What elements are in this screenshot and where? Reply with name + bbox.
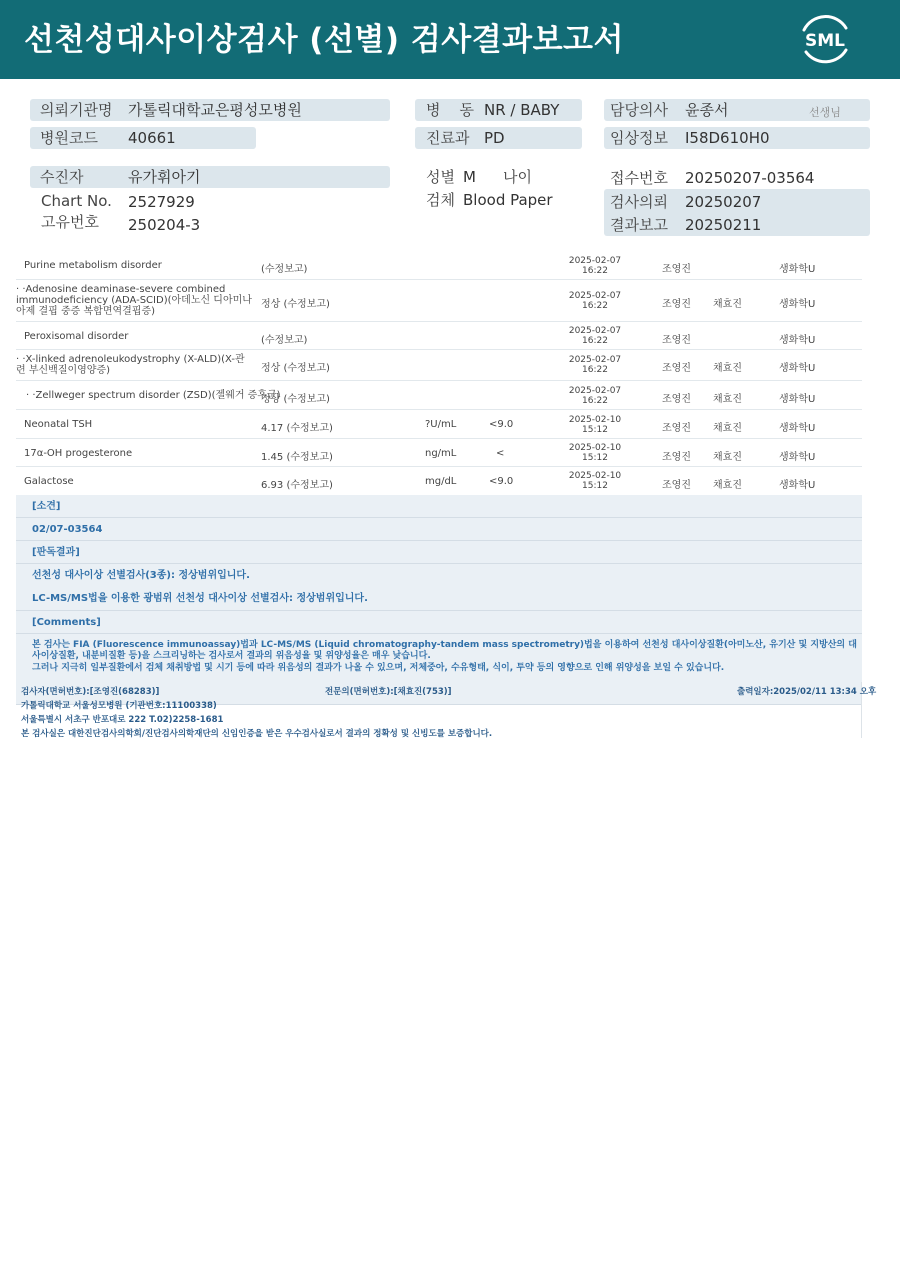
department-name: 생화학U — [779, 335, 816, 346]
confirmer-name: 채효진 — [713, 394, 742, 405]
tester-name: 조영진 — [662, 363, 691, 374]
department-name: 생화학U — [779, 452, 816, 463]
test-result: (수정보고) — [261, 335, 308, 346]
test-name: 17α-OH progesterone — [24, 448, 133, 459]
clinical-info-label: 임상정보 — [610, 129, 668, 147]
test-reference: < — [496, 448, 505, 459]
report-date-value: 20250211 — [685, 216, 762, 234]
test-name: · ·Adenosine deaminase-severe combined immunodeficiency (ADA-SCID)(아데노신 디아미나아제 결핍 중증 복합면역결핍증) — [16, 284, 252, 317]
department-name: 생화학U — [779, 299, 816, 310]
test-name: Galactose — [24, 476, 74, 487]
department-value: PD — [484, 129, 505, 147]
request-date-label: 검사의뢰 — [610, 193, 668, 211]
judgment-line-1: 선천성 대사이상 선별검사(3종): 정상범위입니다. — [32, 570, 250, 581]
finding-header: [소견] — [16, 495, 862, 518]
table-row — [16, 467, 862, 496]
table-row — [16, 350, 862, 381]
tester-name: 조영진 — [662, 264, 691, 275]
confirmer-name: 채효진 — [713, 480, 742, 491]
specialist-info: 전문의(면허번호):[채효진(753)] — [325, 687, 452, 697]
test-result: 정상 (수정보고) — [261, 299, 330, 310]
chart-no-label: Chart No. — [41, 192, 112, 210]
table-row — [16, 280, 862, 322]
table-row — [16, 322, 862, 350]
test-result: 4.17 (수정보고) — [261, 423, 333, 434]
test-result: 1.45 (수정보고) — [261, 452, 333, 463]
test-datetime: 2025-02-07 16:22 — [568, 355, 622, 375]
chart-no-value: 2527929 — [128, 193, 195, 211]
sex-value: M — [463, 168, 476, 186]
judgment-line-2: LC-MS/MS법을 이용한 광범위 선천성 대사이상 선별검사: 정상범위입니다. — [32, 593, 368, 604]
doctor-value: 윤종서 — [685, 101, 729, 119]
department-name: 생화학U — [779, 394, 816, 405]
confirmer-name: 채효진 — [713, 363, 742, 374]
hospital-code-label: 병원코드 — [40, 129, 98, 147]
specimen-value: Blood Paper — [463, 191, 553, 209]
tester-name: 조영진 — [662, 452, 691, 463]
test-datetime: 2025-02-07 16:22 — [568, 326, 622, 346]
test-datetime: 2025-02-07 16:22 — [568, 386, 622, 406]
receipt-reference: 02/07-03564 — [16, 518, 862, 541]
patient-label: 수진자 — [40, 168, 84, 186]
test-result: (수정보고) — [261, 264, 308, 275]
test-name: · ·Zellweger spectrum disorder (ZSD)(젤웨거 증후군) — [26, 390, 281, 401]
report-title: 선천성대사이상검사 (선별) 검사결과보고서 — [24, 22, 624, 58]
results-table — [16, 252, 862, 496]
department-label: 진료과 — [426, 129, 470, 147]
report-header — [0, 0, 900, 79]
tester-name: 조영진 — [662, 480, 691, 491]
test-datetime: 2025-02-10 15:12 — [568, 471, 622, 491]
specimen-label: 검체 — [426, 191, 455, 209]
tester-name: 조영진 — [662, 423, 691, 434]
table-row — [16, 381, 862, 410]
age-label: 나이 — [503, 168, 532, 186]
confirmer-name: 채효진 — [713, 299, 742, 310]
test-datetime: 2025-02-07 16:22 — [568, 291, 622, 311]
unique-no-value: 250204-3 — [128, 216, 201, 234]
unique-no-label: 고유번호 — [41, 213, 99, 231]
patient-row-bg — [30, 166, 390, 188]
ward-value: NR / BABY — [484, 101, 560, 119]
table-row — [16, 410, 862, 439]
hospital-code-value: 40661 — [128, 129, 176, 147]
sml-logo-icon — [796, 12, 854, 66]
institution-value: 가톨릭대학교은평성모병원 — [128, 101, 302, 119]
logo-text: SML — [805, 31, 845, 51]
certification-info: 본 검사실은 대한진단검사의학회/진단검사의학재단의 신임인증을 받은 우수검사실로서 결과의 정확성 및 신빙도를 보증합니다. — [21, 729, 493, 739]
tester-name: 조영진 — [662, 299, 691, 310]
test-name: Neonatal TSH — [24, 419, 93, 430]
report-date-label: 결과보고 — [610, 216, 668, 234]
test-name: Purine metabolism disorder — [24, 260, 162, 271]
comment-line-1: 본 검사는 FIA (Fluorescence immunoassay)법과 LC-MS/MS (Liquid chromatography-tandem mass spectrometry)법을 이용하여 선천성 대사이상질환(아미노산, 유기산 및 지방산의 대사이상질환, 내분비질환 등)을 스크리닝하는 검사로서 결과의 위음성율 및 위양성율은 매우 낮습니다. — [32, 640, 857, 661]
receipt-no-label: 접수번호 — [610, 169, 668, 187]
test-reference: <9.0 — [489, 419, 514, 430]
request-date-value: 20250207 — [685, 193, 762, 211]
test-unit: ?U/mL — [425, 419, 457, 430]
test-unit: mg/dL — [425, 476, 457, 487]
institution-label: 의뢰기관명 — [40, 101, 113, 119]
confirmer-name: 채효진 — [713, 452, 742, 463]
test-unit: ng/mL — [425, 448, 457, 459]
test-datetime: 2025-02-10 15:12 — [568, 443, 622, 463]
judgment-block — [16, 564, 862, 611]
test-result: 정상 (수정보고) — [261, 363, 330, 374]
comments-header: [Comments] — [16, 611, 862, 634]
test-name: Peroxisomal disorder — [24, 331, 129, 342]
department-name: 생화학U — [779, 363, 816, 374]
department-name: 생화학U — [779, 423, 816, 434]
judgment-header: [판독결과] — [16, 541, 862, 564]
tester-name: 조영진 — [662, 394, 691, 405]
tester-name: 조영진 — [662, 335, 691, 346]
ward-label: 병 동 — [426, 101, 475, 119]
receipt-no-value: 20250207-03564 — [685, 169, 815, 187]
sex-label: 성별 — [426, 168, 455, 186]
test-result: 6.93 (수정보고) — [261, 480, 333, 491]
table-row — [16, 439, 862, 467]
doctor-suffix: 선생님 — [809, 106, 841, 119]
test-reference: <9.0 — [489, 476, 514, 487]
tester-info: 검사자(면허번호):[조영진(68283)] — [21, 687, 160, 697]
hospital-info: 가톨릭대학교 서울성모병원 (기관번호:11100338) — [21, 701, 217, 711]
doctor-label: 담당의사 — [610, 101, 668, 119]
clinical-info-value: I58D610H0 — [685, 129, 770, 147]
test-name: · ·X-linked adrenoleukodystrophy (X-ALD)(X-관련 부신백질이영양증) — [16, 354, 245, 376]
print-date: 출력일자:2025/02/11 13:34 오후 — [737, 687, 877, 697]
test-datetime: 2025-02-10 15:12 — [568, 415, 622, 435]
test-datetime: 2025-02-07 16:22 — [568, 256, 622, 276]
remarks-section — [16, 495, 862, 705]
test-result: 정상 (수정보고) — [261, 394, 330, 405]
comment-line-2: 그러나 지극히 일부질환에서 검체 채취방법 및 시기 등에 따라 위음성의 결과가 나올 수 있으며, 저체중아, 수유형태, 식이, 투약 등의 영향으로 인해 위양성을 보일 수 있습니다. — [32, 663, 725, 673]
confirmer-name: 채효진 — [713, 423, 742, 434]
address-info: 서울특별시 서초구 반포대로 222 T.02)2258-1681 — [21, 715, 224, 725]
department-name: 생화학U — [779, 264, 816, 275]
department-name: 생화학U — [779, 480, 816, 491]
table-row — [16, 252, 862, 280]
patient-value: 유가휘아기 — [128, 168, 201, 186]
